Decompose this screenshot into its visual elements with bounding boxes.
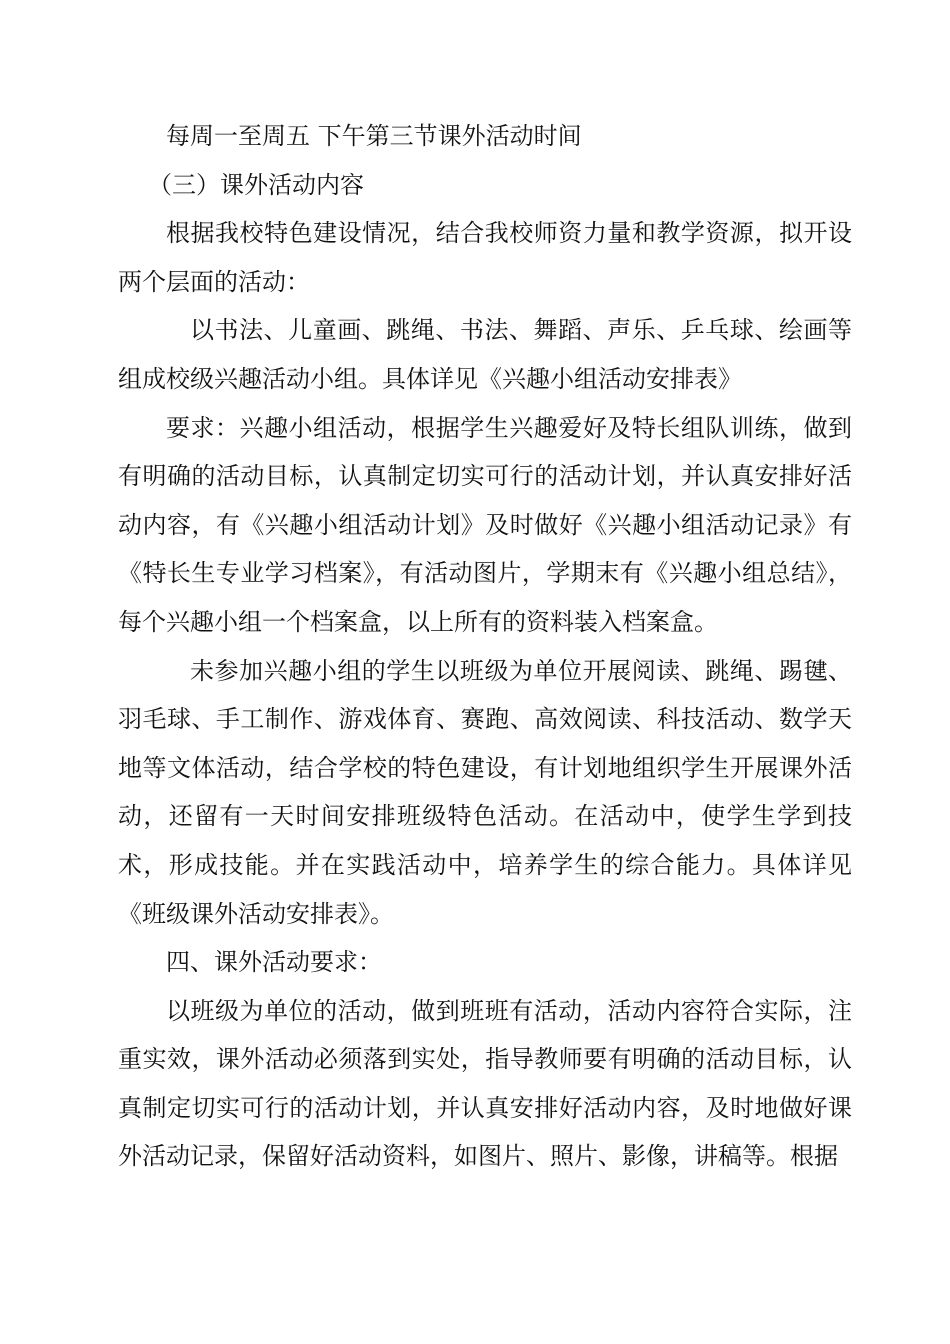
document-page	[118, 112, 852, 1181]
class-activities-paragraph: 未参加兴趣小组的学生以班级为单位开展阅读、跳绳、踢毽、羽毛球、手工制作、游戏体育、赛跑、高效阅读、科技活动、数学天地等文体活动，结合学校的特色建设，有计划地组织学生开展课外活动，还留有一天时间安排班级特色活动。在活动中，使学生学到技术，形成技能。并在实践活动中，培养学生的综合能力。具体详见《班级课外活动安排表》。	[118, 656, 852, 928]
class-requirements-paragraph: 以班级为单位的活动，做到班班有活动，活动内容符合实际，注重实效，课外活动必须落到实处，指导教师要有明确的活动目标，认真制定切实可行的活动计划，并认真安排好活动内容，及时地做好课外活动记录，保留好活动资料，如图片、照片、影像，讲稿等。根据	[118, 996, 852, 1171]
intro-paragraph: 根据我校特色建设情况，结合我校师资力量和教学资源，拟开设两个层面的活动：	[118, 219, 852, 296]
requirements-paragraph: 要求：兴趣小组活动，根据学生兴趣爱好及特长组队训练，做到有明确的活动目标，认真制定切实可行的活动计划，并认真安排好活动内容，有《兴趣小组活动计划》及时做好《兴趣小组活动记录》有《特长生专业学习档案》，有活动图片，学期末有《兴趣小组总结》，每个兴趣小组一个档案盒，以上所有的资料装入档案盒。	[118, 413, 852, 636]
school-groups-paragraph: 以书法、儿童画、跳绳、书法、舞蹈、声乐、乒乓球、绘画等组成校级兴趣活动小组。具体详见《兴趣小组活动安排表》	[118, 316, 852, 393]
section-heading-3: （三）课外活动内容	[148, 170, 364, 199]
section-heading-4: 四、课外活动要求：	[166, 948, 382, 977]
schedule-line: 每周一至周五 下午第三节课外活动时间	[166, 122, 582, 150]
